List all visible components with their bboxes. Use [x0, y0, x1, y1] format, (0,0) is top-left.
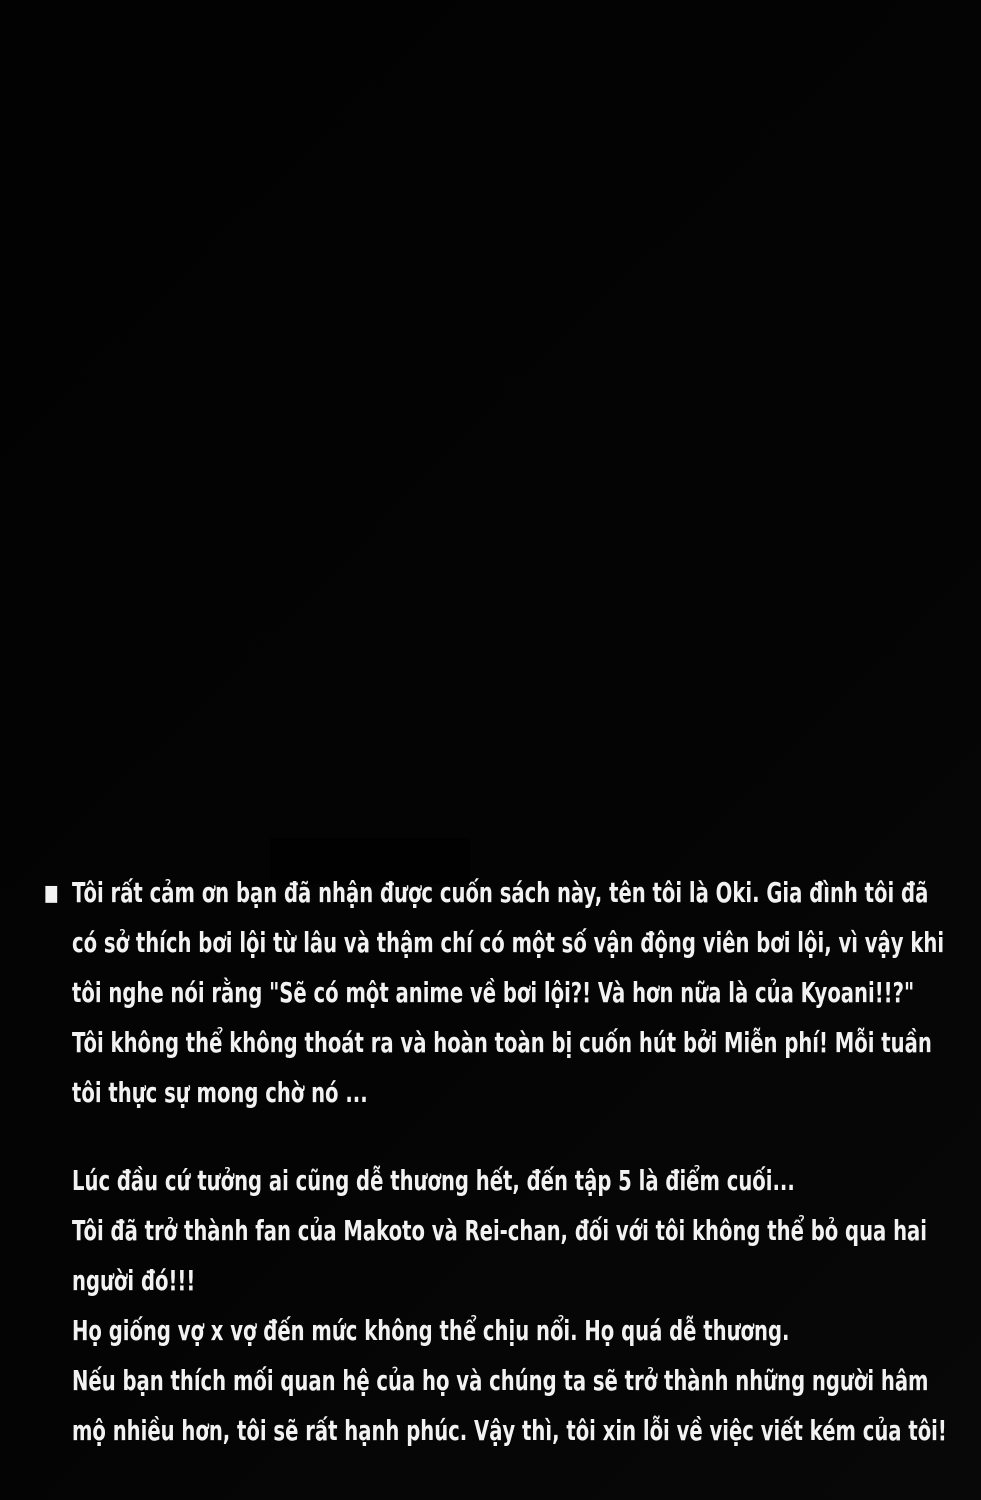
- afterword-line: Họ giống vợ x vợ đến mức không thể chịu nổi. Họ quá dễ thương.: [72, 1314, 790, 1347]
- afterword-line: người đó!!!: [72, 1264, 196, 1297]
- afterword-text-block: [44, 868, 968, 1456]
- afterword-line: Nếu bạn thích mối quan hệ của họ và chúng ta sẽ trở thành những người hâm: [72, 1364, 929, 1397]
- afterword-line: mộ nhiều hơn, tôi sẽ rất hạnh phúc. Vậy thì, tôi xin lỗi về việc viết kém của tôi!: [72, 1414, 947, 1447]
- afterword-line: Tôi không thể không thoát ra và hoàn toàn bị cuốn hút bởi Miễn phí! Mỗi tuần: [72, 1026, 932, 1059]
- afterword-line: Tôi đã trở thành fan của Makoto và Rei-chan, đối với tôi không thể bỏ qua hai: [72, 1214, 927, 1247]
- square-bullet-icon: ■: [44, 881, 59, 906]
- afterword-line: có sở thích bơi lội từ lâu và thậm chí có một số vận động viên bơi lội, vì vậy khi: [72, 926, 945, 959]
- afterword-paragraph-2: [72, 1156, 968, 1456]
- afterword-line: tôi thực sự mong chờ nó ...: [72, 1076, 368, 1109]
- afterword-line: tôi nghe nói rằng "Sẽ có một anime về bơi lội?! Và hơn nữa là của Kyoani!!?": [72, 976, 915, 1009]
- afterword-line: Tôi rất cảm ơn bạn đã nhận được cuốn sách này, tên tôi là Oki. Gia đình tôi đã: [72, 876, 929, 909]
- afterword-paragraph-1: [44, 868, 968, 1118]
- afterword-line: Lúc đầu cứ tưởng ai cũng dễ thương hết, đến tập 5 là điểm cuối...: [72, 1164, 795, 1197]
